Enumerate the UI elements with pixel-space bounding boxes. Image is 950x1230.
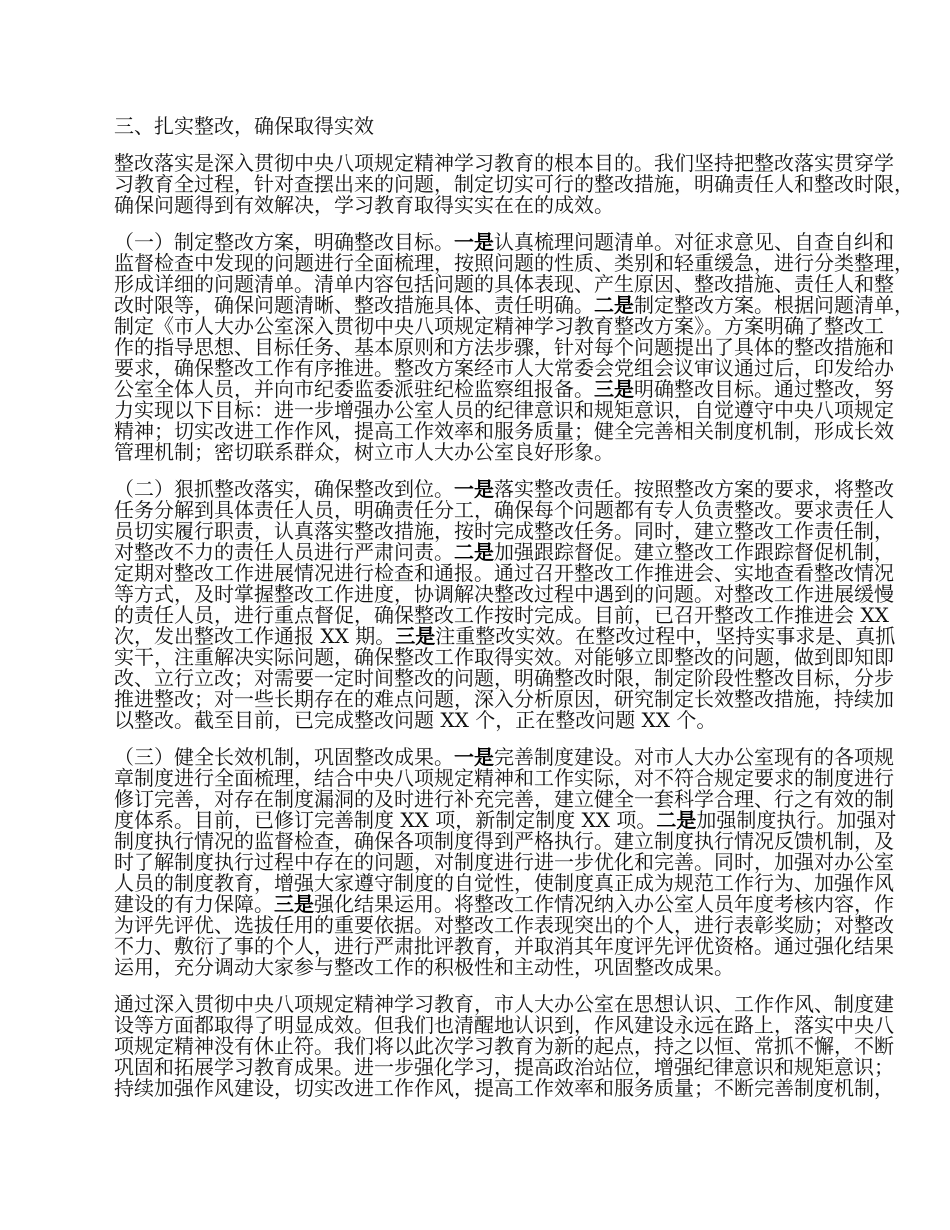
text-line: [114, 624, 896, 648]
text-line: [114, 645, 894, 669]
text-segment: 制度执行情况的监督检查，确保各项制度得到严格执行。建立制度执行情况反馈机制，及: [114, 829, 894, 853]
paragraph-conclusion: [114, 992, 894, 1100]
bold-keyword: 一是: [454, 230, 494, 254]
text-line: [114, 603, 889, 627]
text-line: [114, 272, 894, 296]
text-line: [114, 666, 894, 690]
text-line: [114, 992, 894, 1016]
text-line: [114, 687, 894, 711]
text-line: [114, 1013, 894, 1037]
text-line: [114, 498, 894, 522]
text-segment: 完善制度建设。对市人大办公室现有的各项规: [494, 745, 894, 769]
text-line: [114, 230, 894, 254]
text-line: [114, 892, 894, 916]
text-line: [114, 850, 894, 874]
text-segment: 改、立行立改；对需要一定时间整改的问题，明确整改时限，制定阶段性整改目标，分步: [114, 666, 894, 690]
text-line: [114, 398, 894, 422]
text-segment: 落实整改责任。按照整改方案的要求，将整改: [494, 477, 894, 501]
paragraph-subsection-2: [114, 477, 896, 732]
text-segment: 三、扎实整改，确保取得实效: [114, 114, 374, 138]
text-line: [114, 377, 894, 401]
text-segment: 不力、敷衍了事的个人，进行严肃批评教育，并取消其年度评先评优资格。通过强化结果: [114, 934, 894, 958]
paragraph-subsection-1: [114, 230, 914, 464]
text-segment: （三）健全长效机制，巩固整改成果。: [114, 745, 454, 769]
text-segment: 强化结果运用。将整改工作情况纳入办公室人员年度考核内容，作: [314, 892, 894, 916]
text-segment: 管理机制；密切联系群众，树立市人大办公室良好形象。: [114, 440, 614, 464]
text-line: [114, 519, 894, 543]
text-line: [114, 314, 884, 338]
text-segment: 项规定精神没有休止符。我们将以此次学习教育为新的起点，持之以恒、常抓不懈，不断: [114, 1034, 894, 1058]
text-segment: 的责任人员，进行重点督促，确保整改工作按时完成。目前，已召开整改工作推进会 XX: [114, 603, 889, 627]
text-segment: 实干，注重解决实际问题，确保整改工作取得实效。对能够立即整改的问题，做到即知即: [114, 645, 894, 669]
text-segment: 次，发出整改工作通报 XX 期。: [114, 624, 396, 648]
text-segment: 整改落实是深入贯彻中央八项规定精神学习教育的根本目的。我们坚持把整改落实贯穿学: [114, 151, 894, 175]
text-segment: 为评先评优、选拔任用的重要依据。对整改工作表现突出的个人，进行表彰奖励；对整改: [114, 913, 894, 937]
text-segment: 设等方面都取得了明显成效。但我们也清醒地认识到，作风建设永远在路上，落实中央八: [114, 1013, 894, 1037]
text-line: [114, 829, 894, 853]
text-line: [114, 1055, 894, 1079]
text-segment: 监督检查中发现的问题进行全面梳理，按照问题的性质、类别和轻重缓急，进行分类整理，: [114, 251, 914, 275]
text-segment: 作的指导思想、目标任务、基本原则和方法步骤，针对每个问题提出了具体的整改措施和: [114, 335, 894, 359]
text-segment: 对整改不力的责任人员进行严肃问责。: [114, 540, 454, 564]
text-segment: 制定整改方案。根据问题清单，: [634, 293, 914, 317]
text-line: [114, 116, 851, 137]
text-segment: 任务分解到具体责任人员，明确责任分工，确保每个问题都有专人负责整改。要求责任人: [114, 498, 894, 522]
text-segment: 巩固和拓展学习教育成果。进一步强化学习，提高政治站位，增强纪律意识和规矩意识；: [114, 1055, 894, 1079]
bold-keyword: 三是: [594, 377, 634, 401]
text-segment: 运用，充分调动大家参与整改工作的积极性和主动性，巩固整改成果。: [114, 955, 734, 979]
paragraph-intro: [114, 151, 914, 217]
text-line: [114, 913, 894, 937]
text-segment: 改时限等，确保问题清晰、整改措施具体、责任明确。: [114, 293, 594, 317]
text-line: [114, 766, 894, 790]
text-line: [114, 1076, 894, 1100]
text-segment: 力实现以下目标：进一步增强办公室人员的纪律意识和规矩意识，自觉遵守中央八项规定: [114, 398, 894, 422]
text-line: [114, 561, 894, 585]
bold-keyword: 一是: [454, 477, 494, 501]
text-line: [114, 195, 851, 216]
text-segment: 加强制度执行。加强对: [696, 808, 897, 832]
text-segment: 注重整改实效。在整改过程中，坚持实事求是、真抓: [435, 624, 896, 648]
bold-keyword: 二是: [594, 293, 634, 317]
text-segment: 人员的制度教育，增强大家遵守制度的自觉性，使制度真正成为规范工作行为、加强作风: [114, 871, 894, 895]
text-line: [114, 582, 894, 606]
text-segment: 形成详细的问题清单。清单内容包括问题的具体表现、产生原因、整改措施、责任人和整: [114, 272, 894, 296]
text-segment: 习教育全过程，针对查摆出来的问题，制定切实可行的整改措施，明确责任人和整改时限，: [114, 172, 914, 196]
text-segment: 加强跟踪督促。建立整改工作跟踪督促机制，: [494, 540, 894, 564]
text-segment: 修订完善，对存在制度漏洞的及时进行补充完善，建立健全一套科学合理、行之有效的制: [114, 787, 894, 811]
text-segment: （一）制定整改方案，明确整改目标。: [114, 230, 454, 254]
text-segment: 度体系。目前，已修订完善制度 XX 项，新制定制度 XX 项。: [114, 808, 657, 832]
text-line: [114, 172, 914, 196]
text-segment: 认真梳理问题清单。对征求意见、自查自纠和: [494, 230, 894, 254]
text-segment: 精神；切实改进工作作风，提高工作效率和服务质量；健全完善相关制度机制，形成长效: [114, 419, 894, 443]
text-segment: 推进整改；对一些长期存在的难点问题，深入分析原因，研究制定长效整改措施，持续加: [114, 687, 894, 711]
text-segment: 持续加强作风建设，切实改进工作作风，提高工作效率和服务质量；不断完善制度机制，: [114, 1076, 894, 1100]
text-segment: 等方式，及时掌握整改工作进度，协调解决整改过程中遇到的问题。对整改工作进展缓慢: [114, 582, 894, 606]
text-segment: 确保问题得到有效解决，学习教育取得实实在在的成效。: [114, 193, 614, 217]
text-segment: 明确整改目标。通过整改，努: [634, 377, 894, 401]
text-segment: 以整改。截至目前，已完成整改问题 XX 个，正在整改问题 XX 个。: [114, 708, 717, 732]
text-segment: 定期对整改工作进展情况进行检查和通报。通过召开整改工作推进会、实地查看整改情况: [114, 561, 894, 585]
text-line: [114, 957, 851, 978]
text-segment: 建设的有力保障。: [114, 892, 274, 916]
bold-keyword: 三是: [395, 624, 436, 648]
bold-keyword: 二是: [454, 540, 494, 564]
section-heading: [114, 116, 851, 137]
text-line: [114, 871, 894, 895]
text-segment: 制定《市人大办公室深入贯彻中央八项规定精神学习教育整改方案》。方案明确了整改工: [114, 314, 884, 338]
bold-keyword: 一是: [454, 745, 494, 769]
text-segment: 时了解制度执行过程中存在的问题，对制度进行进一步优化和完善。同时，加强对办公室: [114, 850, 894, 874]
document-body: [114, 114, 914, 1115]
text-line: [114, 442, 851, 463]
bold-keyword: 三是: [274, 892, 314, 916]
text-segment: （二）狠抓整改落实，确保整改到位。: [114, 477, 454, 501]
text-line: [114, 1034, 894, 1058]
text-line: [114, 477, 894, 501]
text-line: [114, 787, 894, 811]
text-line: [114, 934, 894, 958]
text-segment: 员切实履行职责，认真落实整改措施，按时完成整改任务。同时，建立整改工作责任制，: [114, 519, 894, 543]
bold-keyword: 二是: [656, 808, 697, 832]
text-segment: 通过深入贯彻中央八项规定精神学习教育，市人大办公室在思想认识、工作作风、制度建: [114, 992, 894, 1016]
text-line: [114, 710, 851, 731]
text-line: [114, 293, 914, 317]
text-line: [114, 745, 894, 769]
text-line: [114, 419, 894, 443]
text-line: [114, 808, 897, 832]
text-segment: 要求，确保整改工作有序推进。整改方案经市人大常委会党组会议审议通过后，印发给办: [114, 356, 894, 380]
text-segment: 章制度进行全面梳理，结合中央八项规定精神和工作实际，对不符合规定要求的制度进行: [114, 766, 894, 790]
text-line: [114, 540, 894, 564]
paragraph-subsection-3: [114, 745, 897, 979]
text-line: [114, 251, 914, 275]
text-line: [114, 335, 894, 359]
text-line: [114, 151, 894, 175]
text-line: [114, 356, 894, 380]
text-segment: 公室全体人员，并向市纪委监委派驻纪检监察组报备。: [114, 377, 594, 401]
